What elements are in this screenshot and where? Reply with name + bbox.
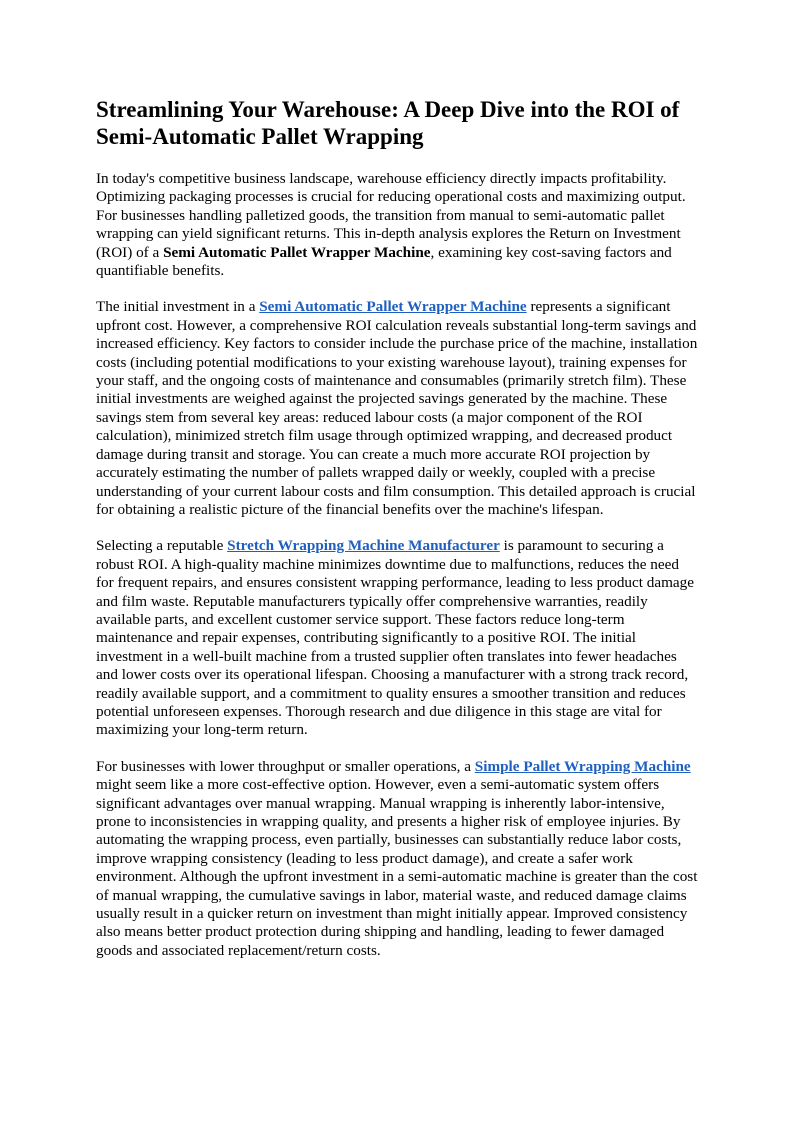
paragraph-text: might seem like a more cost-effective option. However, even a semi-automatic system offers significant advantages over manual wrapping. Manual wrapping is inherently labor-intensive, prone to inconsistencies in wrapping quality, and presents a higher risk of employee injuries. By automating the wrapping process, even partially, businesses can substantially reduce labor costs, improve wrapping consistency (leading to less product damage), and create a safer work environment. Although the upfront investment in a semi-automatic machine is greater than the cost of manual wrapping, the cumulative savings in labor, material waste, and reduced damage claims usually result in a quicker return on investment than might initially appear. Improved consistency also means better product protection during shipping and handling, leading to fewer damaged goods and associated replacement/return costs. <box>96 776 698 959</box>
paragraph-manufacturer <box>96 537 700 739</box>
page-title: Streamlining Your Warehouse: A Deep Dive into the ROI of Semi-Automatic Pallet Wrapping <box>96 97 680 149</box>
paragraph-text: , examining key cost-saving factors and quantifiable benefits. <box>96 243 672 280</box>
link-stretch-wrapping-manufacturer[interactable]: Stretch Wrapping Machine Manufacturer <box>227 537 500 555</box>
paragraph-initial-investment <box>96 298 700 519</box>
paragraph-text: In today's competitive business landscape, warehouse efficiency directly impacts profitability. Optimizing packaging processes is crucial for reducing operational costs and maximizing output. For businesses handling palletized goods, the transition from manual to semi-automatic pallet wrapping can yield significant returns. This in-depth analysis explores the Return on Investment (ROI) of a <box>96 170 686 261</box>
paragraph-text: The initial investment in a <box>96 298 260 316</box>
paragraph-intro <box>96 170 700 280</box>
paragraph-simple-machine <box>96 758 700 960</box>
link-semi-automatic-pallet-wrapper[interactable]: Semi Automatic Pallet Wrapper Machine <box>259 298 527 316</box>
link-simple-pallet-wrapping-machine[interactable]: Simple Pallet Wrapping Machine <box>474 757 691 775</box>
paragraph-text: Selecting a reputable <box>96 537 228 555</box>
document-body <box>96 96 700 978</box>
bold-term: Semi Automatic Pallet Wrapper Machine <box>163 243 431 261</box>
paragraph-text: For businesses with lower throughput or smaller operations, a <box>96 757 475 775</box>
paragraph-text: represents a significant upfront cost. However, a comprehensive ROI calculation reveals substantial long-term savings and increased efficiency. Key factors to consider include the purchase price of the machine, installation costs (including potential modifications to your existing warehouse layout), training expenses for your staff, and the ongoing costs of maintenance and consumables (primarily stretch film). These initial investments are weighed against the projected savings generated by the machine. These savings stem from several key areas: reduced labour costs (a major component of the ROI calculation), minimized stretch film usage through optimized wrapping, and decreased product damage during transit and storage. You can create a much more accurate ROI projection by accurately estimating the number of pallets wrapped daily or weekly, coupled with a precise understanding of your current labour costs and film consumption. This detailed approach is crucial for obtaining a realistic picture of the financial benefits over the machine's lifespan. <box>96 298 698 518</box>
paragraph-text: is paramount to securing a robust ROI. A high-quality machine minimizes downtime due to malfunctions, reduces the need for frequent repairs, and ensures consistent wrapping performance, leading to less product damage and film waste. Reputable manufacturers typically offer comprehensive warranties, readily available parts, and excellent customer service support. These factors reduce long-term maintenance and repair expenses, contributing significantly to a positive ROI. The initial investment in a well-built machine from a trusted supplier often translates into fewer headaches and lower costs over its operational lifespan. Choosing a manufacturer with a strong track record, readily available support, and a commitment to quality ensures a smoother transition and reduces potential unforeseen expenses. Thorough research and due diligence in this stage are vital for maximizing your long-term return. <box>96 537 695 739</box>
